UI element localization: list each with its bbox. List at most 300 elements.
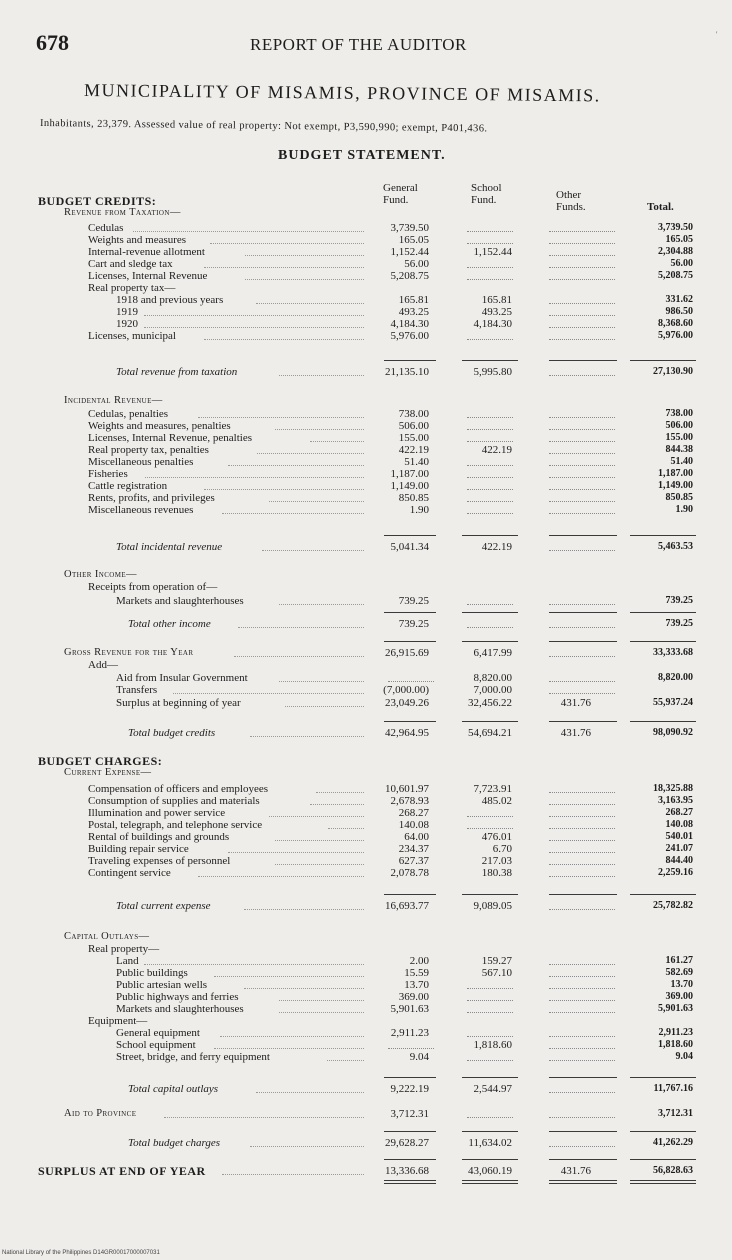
row-label: Markets and slaughterhouses	[116, 1003, 244, 1015]
leader-dots	[222, 513, 364, 514]
column-rule	[549, 360, 617, 361]
empty-cell-dots	[549, 441, 615, 443]
school-fund-value: 2,544.97	[473, 1083, 512, 1095]
empty-cell-dots	[549, 1036, 615, 1038]
column-rule	[384, 1131, 436, 1132]
column-rule	[462, 641, 518, 642]
table-row	[0, 783, 732, 795]
general-fund-value: 5,041.34	[390, 541, 429, 553]
general-fund-value: 23,049.26	[385, 697, 429, 709]
row-label: Total current expense	[116, 900, 211, 912]
total-value: 98,090.92	[653, 727, 693, 738]
general-fund-value: 268.27	[398, 807, 429, 819]
empty-cell-dots	[467, 627, 513, 629]
column-rule	[384, 641, 436, 642]
empty-cell-dots	[549, 876, 615, 878]
leader-dots	[210, 243, 364, 244]
total-value: 55,937.24	[653, 697, 693, 708]
empty-cell-dots	[549, 550, 615, 552]
empty-cell-dots	[549, 303, 615, 305]
column-rule	[462, 894, 518, 895]
total-value: 9.04	[675, 1051, 693, 1062]
row-label: 1920	[116, 318, 138, 330]
table-row	[0, 195, 732, 207]
table-row	[0, 569, 732, 581]
double-rule	[462, 1180, 518, 1181]
general-fund-value: 3,739.50	[390, 222, 429, 234]
leader-dots	[228, 465, 364, 466]
leader-dots	[144, 964, 364, 965]
table-row	[0, 492, 732, 504]
empty-cell-dots	[467, 339, 513, 341]
column-rule	[384, 721, 436, 722]
row-label: Miscellaneous penalties	[88, 456, 194, 468]
double-rule	[549, 1183, 617, 1184]
school-fund-value: 43,060.19	[468, 1165, 512, 1177]
row-label: Gross Revenue for the Year	[64, 647, 194, 658]
empty-cell-dots	[549, 840, 615, 842]
column-rule	[630, 641, 696, 642]
general-fund-value: 165.81	[398, 294, 429, 306]
row-label: Postal, telegraph, and telephone service	[88, 819, 263, 831]
table-row	[0, 246, 732, 258]
table-row	[0, 1015, 732, 1027]
empty-cell-dots	[549, 453, 615, 455]
empty-cell-dots	[549, 489, 615, 491]
empty-cell-dots	[549, 267, 615, 269]
double-rule	[549, 1180, 617, 1181]
leader-dots	[269, 816, 364, 817]
empty-cell-dots	[467, 231, 513, 233]
general-fund-value: 10,601.97	[385, 783, 429, 795]
total-value: 241.07	[665, 843, 693, 854]
leader-dots	[262, 550, 364, 551]
row-label: Equipment—	[88, 1015, 148, 1027]
school-fund-value: 11,634.02	[468, 1137, 512, 1149]
total-value: 56.00	[670, 258, 693, 269]
leader-dots	[204, 339, 364, 340]
table-row	[0, 1165, 732, 1177]
leader-dots	[245, 279, 364, 280]
row-label: Add—	[88, 659, 118, 671]
table-row	[0, 843, 732, 855]
leader-dots	[275, 840, 364, 841]
table-row	[0, 943, 732, 955]
column-rule	[549, 721, 617, 722]
empty-cell-dots	[549, 1012, 615, 1014]
empty-cell-dots	[549, 231, 615, 233]
empty-cell-dots	[549, 1146, 615, 1148]
row-label: 1918 and previous years	[116, 294, 224, 306]
general-fund-value: (7,000.00)	[383, 684, 429, 696]
row-label: 1919	[116, 306, 138, 318]
empty-cell-dots	[467, 1000, 513, 1002]
inhabitants-line: Inhabitants, 23,379. Assessed value of real property: Not exempt, P3,590,990; exempt, P401,436.	[39, 118, 488, 135]
total-value: 331.62	[665, 294, 693, 305]
general-fund-value: 2,078.78	[390, 867, 429, 879]
leader-dots	[144, 327, 364, 328]
total-value: 1.90	[675, 504, 693, 515]
general-fund-value: 493.25	[398, 306, 429, 318]
empty-cell-dots	[549, 804, 615, 806]
total-value: 8,820.00	[658, 672, 693, 683]
leader-dots	[244, 909, 364, 910]
total-value: 33,333.68	[653, 647, 693, 658]
general-fund-value: 5,976.00	[390, 330, 429, 342]
row-label: Real property—	[88, 943, 160, 955]
empty-cell-dots	[549, 339, 615, 341]
empty-cell-dots	[549, 693, 615, 695]
general-fund-value: 4,184.30	[390, 318, 429, 330]
leader-dots	[256, 1092, 364, 1093]
table-row	[0, 408, 732, 420]
table-row	[0, 1039, 732, 1051]
table-row	[0, 1137, 732, 1149]
empty-cell-dots	[549, 501, 615, 503]
row-label: Real property tax, penalties	[88, 444, 209, 456]
row-label: Current Expense—	[64, 767, 152, 778]
row-label: Receipts from operation of—	[88, 581, 218, 593]
footer-credit: National Library of the Philippines D14GR00017000007031	[2, 1250, 160, 1256]
column-header-other-funds: Other Funds.	[556, 189, 586, 213]
table-row	[0, 504, 732, 516]
total-value: 41,262.29	[653, 1137, 693, 1148]
general-fund-value: 21,135.10	[385, 366, 429, 378]
table-row	[0, 420, 732, 432]
row-label: Licenses, municipal	[88, 330, 176, 342]
empty-cell-dots	[549, 627, 615, 629]
empty-cell-dots	[467, 279, 513, 281]
column-rule	[549, 1077, 617, 1078]
empty-cell-dots	[549, 429, 615, 431]
table-row	[0, 456, 732, 468]
column-rule	[630, 360, 696, 361]
school-fund-value: 7,000.00	[473, 684, 512, 696]
table-row	[0, 900, 732, 912]
general-fund-value: 369.00	[398, 991, 429, 1003]
total-value: 3,712.31	[658, 1108, 693, 1119]
table-row	[0, 1083, 732, 1095]
table-row	[0, 618, 732, 630]
leader-dots	[144, 315, 364, 316]
row-label: Incidental Revenue—	[64, 395, 163, 406]
empty-cell-dots	[549, 988, 615, 990]
general-fund-value: 9,222.19	[390, 1083, 429, 1095]
school-fund-value: 8,820.00	[473, 672, 512, 684]
general-fund-value: 422.19	[398, 444, 429, 456]
column-rule	[462, 721, 518, 722]
school-fund-value: 7,723.91	[473, 783, 512, 795]
row-label: Rents, profits, and privileges	[88, 492, 215, 504]
table-row	[0, 767, 732, 779]
table-row	[0, 727, 732, 739]
total-value: 140.08	[665, 819, 693, 830]
table-row	[0, 867, 732, 879]
double-rule	[384, 1183, 436, 1184]
empty-cell-dots	[549, 656, 615, 658]
table-row	[0, 855, 732, 867]
empty-cell-dots	[467, 489, 513, 491]
leader-dots	[279, 1012, 364, 1013]
leader-dots	[245, 255, 364, 256]
leader-dots	[328, 828, 364, 829]
table-row	[0, 366, 732, 378]
row-label: Licenses, Internal Revenue	[88, 270, 208, 282]
school-fund-value: 54,694.21	[468, 727, 512, 739]
school-fund-value: 6,417.99	[473, 647, 512, 659]
table-row	[0, 931, 732, 943]
table-row	[0, 955, 732, 967]
general-fund-value: 2,911.23	[390, 1027, 429, 1039]
total-value: 850.85	[665, 492, 693, 503]
table-row	[0, 755, 732, 767]
total-value: 18,325.88	[653, 783, 693, 794]
column-header-total: Total.	[647, 201, 674, 213]
empty-cell-dots	[549, 243, 615, 245]
row-label: Illumination and power service	[88, 807, 226, 819]
general-fund-value: 155.00	[398, 432, 429, 444]
running-title: REPORT OF THE AUDITOR	[250, 35, 467, 54]
column-rule	[630, 1159, 696, 1160]
total-value: 11,767.16	[653, 1083, 693, 1094]
table-row	[0, 967, 732, 979]
table-row	[0, 541, 732, 553]
school-fund-value: 567.10	[481, 967, 512, 979]
total-value: 27,130.90	[653, 366, 693, 377]
school-fund-value: 1,818.60	[473, 1039, 512, 1051]
general-fund-value: 3,712.31	[390, 1108, 429, 1120]
empty-cell-dots	[549, 1000, 615, 1002]
column-rule	[630, 894, 696, 895]
leader-dots	[214, 1048, 364, 1049]
general-fund-value: 26,915.69	[385, 647, 429, 659]
row-label: Total budget credits	[128, 727, 216, 739]
general-fund-value: 5,901.63	[390, 1003, 429, 1015]
row-label: Licenses, Internal Revenue, penalties	[88, 432, 253, 444]
empty-cell-dots	[467, 417, 513, 419]
leader-dots	[279, 375, 364, 376]
table-row	[0, 979, 732, 991]
total-value: 506.00	[665, 420, 693, 431]
total-value: 844.38	[665, 444, 693, 455]
column-rule	[462, 1159, 518, 1160]
column-header-general-fund: General Fund.	[383, 182, 418, 206]
total-value: 2,259.16	[658, 867, 693, 878]
row-label: Cart and sledge tax	[88, 258, 173, 270]
leader-dots	[133, 231, 364, 232]
row-label: Traveling expenses of personnel	[88, 855, 231, 867]
empty-cell-dots	[549, 816, 615, 818]
page-number: 678	[36, 30, 69, 55]
empty-cell-dots	[549, 1117, 615, 1119]
general-fund-value: 9.04	[409, 1051, 429, 1063]
empty-cell-dots	[549, 852, 615, 854]
table-row	[0, 684, 732, 696]
total-value: 986.50	[665, 306, 693, 317]
total-value: 5,901.63	[658, 1003, 693, 1014]
scan-mark: '	[716, 30, 718, 39]
table-row	[0, 468, 732, 480]
row-label: Markets and slaughterhouses	[116, 595, 244, 607]
total-value: 540.01	[665, 831, 693, 842]
row-label: Cedulas	[88, 222, 124, 234]
row-label: Consumption of supplies and materials	[88, 795, 260, 807]
row-label: Compensation of officers and employees	[88, 783, 269, 795]
empty-cell-dots	[388, 681, 434, 683]
empty-cell-dots	[549, 255, 615, 257]
row-label: Contingent service	[88, 867, 171, 879]
row-label: Street, bridge, and ferry equipment	[116, 1051, 270, 1063]
table-row	[0, 395, 732, 407]
row-label: Total budget charges	[128, 1137, 221, 1149]
leader-dots	[279, 1000, 364, 1001]
table-row	[0, 1108, 732, 1120]
row-label: BUDGET CREDITS:	[38, 194, 157, 208]
table-row	[0, 480, 732, 492]
column-rule	[549, 1159, 617, 1160]
empty-cell-dots	[467, 1036, 513, 1038]
other-funds-value: 431.76	[560, 697, 591, 709]
school-fund-value: 159.27	[481, 955, 512, 967]
school-fund-value: 180.38	[481, 867, 512, 879]
column-rule	[630, 535, 696, 536]
empty-cell-dots	[549, 477, 615, 479]
general-fund-value: 42,964.95	[385, 727, 429, 739]
row-label: Surplus at beginning of year	[116, 697, 241, 709]
empty-cell-dots	[549, 1048, 615, 1050]
row-label: Total revenue from taxation	[116, 366, 238, 378]
row-label: Building repair service	[88, 843, 189, 855]
double-rule	[384, 1180, 436, 1181]
leader-dots	[250, 736, 364, 737]
leader-dots	[275, 429, 364, 430]
leader-dots	[316, 792, 364, 793]
empty-cell-dots	[467, 828, 513, 830]
row-label: Public buildings	[116, 967, 188, 979]
table-row	[0, 595, 732, 607]
general-fund-value: 738.00	[398, 408, 429, 420]
column-rule	[462, 612, 518, 613]
empty-cell-dots	[549, 375, 615, 377]
general-fund-value: 140.08	[398, 819, 429, 831]
empty-cell-dots	[549, 1092, 615, 1094]
table-row	[0, 444, 732, 456]
leader-dots	[310, 804, 364, 805]
total-value: 5,463.53	[658, 541, 693, 552]
total-value: 2,911.23	[658, 1027, 693, 1038]
column-rule	[630, 721, 696, 722]
empty-cell-dots	[549, 909, 615, 911]
leader-dots	[214, 976, 364, 977]
leader-dots	[204, 267, 364, 268]
general-fund-value: 850.85	[398, 492, 429, 504]
column-rule	[462, 535, 518, 536]
empty-cell-dots	[467, 1012, 513, 1014]
empty-cell-dots	[467, 988, 513, 990]
school-fund-value: 493.25	[481, 306, 512, 318]
school-fund-value: 6.70	[492, 843, 512, 855]
leader-dots	[145, 477, 364, 478]
total-value: 165.05	[665, 234, 693, 245]
row-label: Miscellaneous revenues	[88, 504, 194, 516]
leader-dots	[238, 627, 364, 628]
table-row	[0, 672, 732, 684]
municipality-heading: MUNICIPALITY OF MISAMIS, PROVINCE OF MISAMIS.	[83, 80, 601, 106]
leader-dots	[234, 656, 364, 657]
total-value: 161.27	[665, 955, 693, 966]
school-fund-value: 217.03	[481, 855, 512, 867]
general-fund-value: 739.25	[398, 595, 429, 607]
general-fund-value: 1.90	[409, 504, 429, 516]
column-rule	[549, 894, 617, 895]
row-label: Cedulas, penalties	[88, 408, 169, 420]
general-fund-value: 506.00	[398, 420, 429, 432]
double-rule	[462, 1183, 518, 1184]
total-value: 5,976.00	[658, 330, 693, 341]
column-rule	[384, 535, 436, 536]
table-row	[0, 659, 732, 671]
empty-cell-dots	[467, 243, 513, 245]
row-label: Internal-revenue allotment	[88, 246, 205, 258]
column-rule	[630, 612, 696, 613]
table-row	[0, 234, 732, 246]
general-fund-value: 1,152.44	[390, 246, 429, 258]
general-fund-value: 15.59	[404, 967, 429, 979]
empty-cell-dots	[549, 417, 615, 419]
leader-dots	[327, 1060, 365, 1061]
table-row	[0, 258, 732, 270]
leader-dots	[279, 681, 364, 682]
other-funds-value: 431.76	[560, 1165, 591, 1177]
table-row	[0, 647, 732, 659]
empty-cell-dots	[467, 1060, 513, 1062]
total-value: 1,187.00	[658, 468, 693, 479]
empty-cell-dots	[467, 477, 513, 479]
table-row	[0, 270, 732, 282]
school-fund-value: 5,995.80	[473, 366, 512, 378]
column-rule	[384, 360, 436, 361]
total-value: 844.40	[665, 855, 693, 866]
table-row	[0, 831, 732, 843]
table-row	[0, 581, 732, 593]
row-label: SURPLUS AT END OF YEAR	[38, 1164, 206, 1178]
school-fund-value: 32,456.22	[468, 697, 512, 709]
leader-dots	[198, 417, 364, 418]
empty-cell-dots	[467, 1117, 513, 1119]
table-row	[0, 318, 732, 330]
empty-cell-dots	[549, 465, 615, 467]
empty-cell-dots	[549, 976, 615, 978]
school-fund-value: 422.19	[481, 541, 512, 553]
row-label: Total other income	[128, 618, 211, 630]
empty-cell-dots	[467, 441, 513, 443]
column-rule	[549, 612, 617, 613]
leader-dots	[279, 604, 364, 605]
school-fund-value: 165.81	[481, 294, 512, 306]
column-rule	[384, 1159, 436, 1160]
table-row	[0, 330, 732, 342]
double-rule	[630, 1180, 696, 1181]
total-value: 739.25	[665, 595, 693, 606]
other-funds-value: 431.76	[560, 727, 591, 739]
general-fund-value: 64.00	[404, 831, 429, 843]
table-row	[0, 207, 732, 219]
general-fund-value: 739.25	[398, 618, 429, 630]
empty-cell-dots	[549, 315, 615, 317]
row-label: School equipment	[116, 1039, 196, 1051]
general-fund-value: 16,693.77	[385, 900, 429, 912]
empty-cell-dots	[467, 816, 513, 818]
